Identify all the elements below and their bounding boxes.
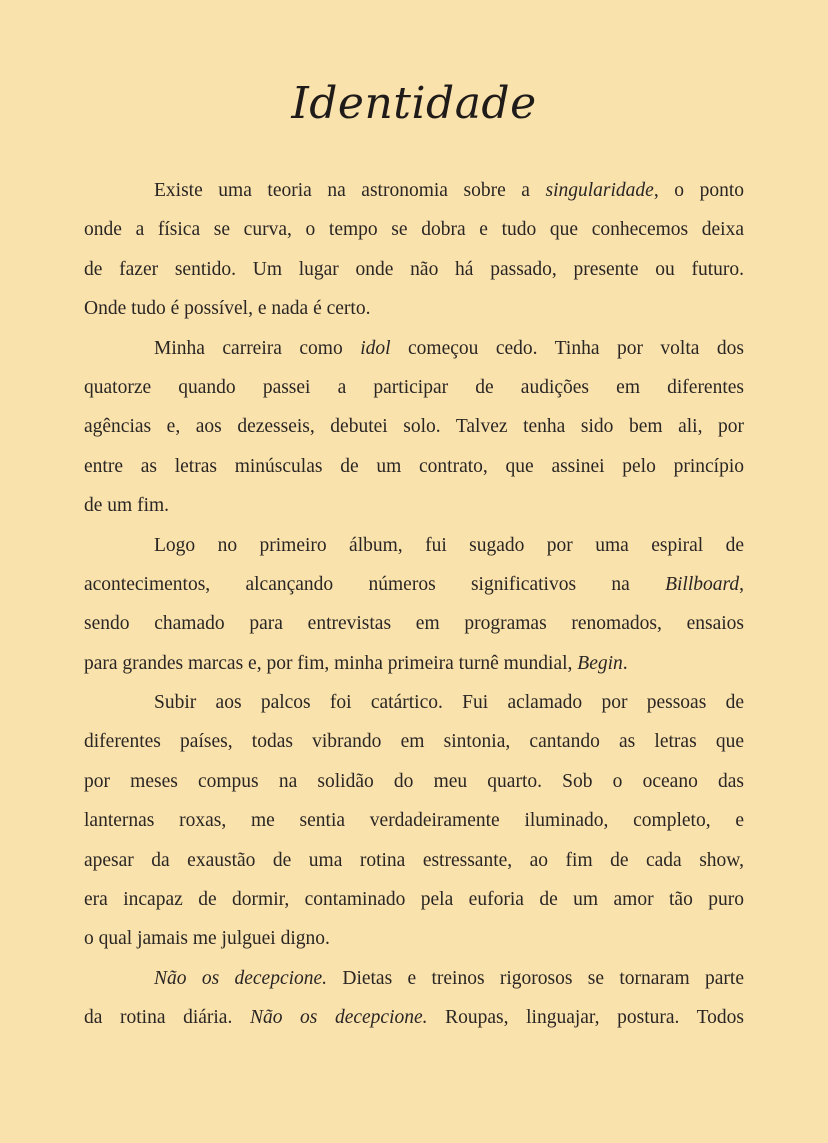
text-segment: por meses compus na solidão do meu quarto. Sob o oceano das: [84, 770, 744, 792]
chapter-body: [84, 171, 744, 1038]
text-segment: Onde tudo é possível, e nada é certo.: [84, 298, 371, 320]
text-segment: Existe uma teoria na astronomia sobre a: [154, 180, 546, 201]
text-line: [84, 683, 744, 722]
text-segment: o qual jamais me julguei digno.: [84, 928, 330, 950]
text-line: [84, 565, 744, 604]
text-segment: Logo no primeiro álbum, fui sugado por uma espiral de: [154, 534, 744, 556]
text-line: [84, 407, 744, 446]
text-segment: de um fim.: [84, 495, 170, 517]
text-line: [84, 959, 744, 998]
italic-text: idol: [360, 337, 391, 359]
text-segment: agências e, aos dezesseis, debutei solo. Talvez tenha sido bem ali, por: [84, 416, 744, 438]
text-line: [84, 210, 744, 249]
italic-text: Billboard: [665, 573, 740, 595]
text-segment: lanternas roxas, me sentia verdadeiramente iluminado, completo, e: [84, 810, 744, 832]
text-segment: quatorze quando passei a participar de audições em diferentes: [84, 376, 744, 398]
text-segment: diferentes países, todas vibrando em sintonia, cantando as letras que: [84, 731, 744, 753]
text-segment: entre as letras minúsculas de um contrato, que assinei pelo princípio: [84, 455, 744, 477]
text-line: [84, 919, 744, 958]
text-segment: era incapaz de dormir, contaminado pela euforia de um amor tão puro: [84, 889, 744, 911]
text-line: [84, 841, 744, 880]
chapter-title: Identidade: [291, 78, 537, 129]
text-line: [84, 801, 744, 840]
text-line: [84, 447, 744, 486]
text-line: [84, 722, 744, 761]
text-segment: .: [622, 652, 628, 674]
text-segment: acontecimentos, alcançando números significativos na: [84, 573, 666, 595]
text-segment: da rotina diária.: [84, 1007, 250, 1029]
text-segment: de fazer sentido. Um lugar onde não há passado, presente ou futuro.: [84, 258, 744, 280]
text-line: [84, 368, 744, 407]
text-line: [84, 526, 744, 565]
text-line: [84, 329, 744, 368]
text-line: [84, 250, 744, 289]
text-segment: Subir aos palcos foi catártico. Fui aclamado por pessoas de: [154, 692, 744, 714]
text-segment: ,: [739, 573, 744, 595]
text-line: [84, 604, 744, 643]
italic-text: Não os decepcione.: [154, 967, 328, 989]
text-segment: onde a física se curva, o tempo se dobra e tudo que conhecemos deixa: [84, 219, 744, 241]
text-line: [84, 171, 744, 210]
text-segment: sendo chamado para entrevistas em programas renomados, ensaios: [84, 613, 744, 635]
text-line: [84, 762, 744, 801]
text-segment: começou cedo. Tinha por volta dos: [390, 337, 744, 359]
text-line: [84, 880, 744, 919]
text-segment: para grandes marcas e, por fim, minha primeira turnê mundial,: [84, 652, 578, 674]
text-line: [84, 486, 744, 525]
italic-text: Não os decepcione.: [249, 1007, 428, 1029]
text-segment: Dietas e treinos rigorosos se tornaram parte: [327, 967, 744, 989]
text-segment: Minha carreira como: [154, 337, 361, 359]
italic-text: Begin: [577, 652, 623, 674]
text-segment: Roupas, linguajar, postura. Todos: [427, 1007, 745, 1029]
text-line: [84, 289, 744, 328]
text-line: [84, 644, 744, 683]
text-line: [84, 998, 744, 1037]
italic-text: singularidade: [545, 180, 654, 201]
text-segment: apesar da exaustão de uma rotina estressante, ao fim de cada show,: [84, 849, 744, 871]
text-segment: , o ponto: [653, 180, 744, 201]
